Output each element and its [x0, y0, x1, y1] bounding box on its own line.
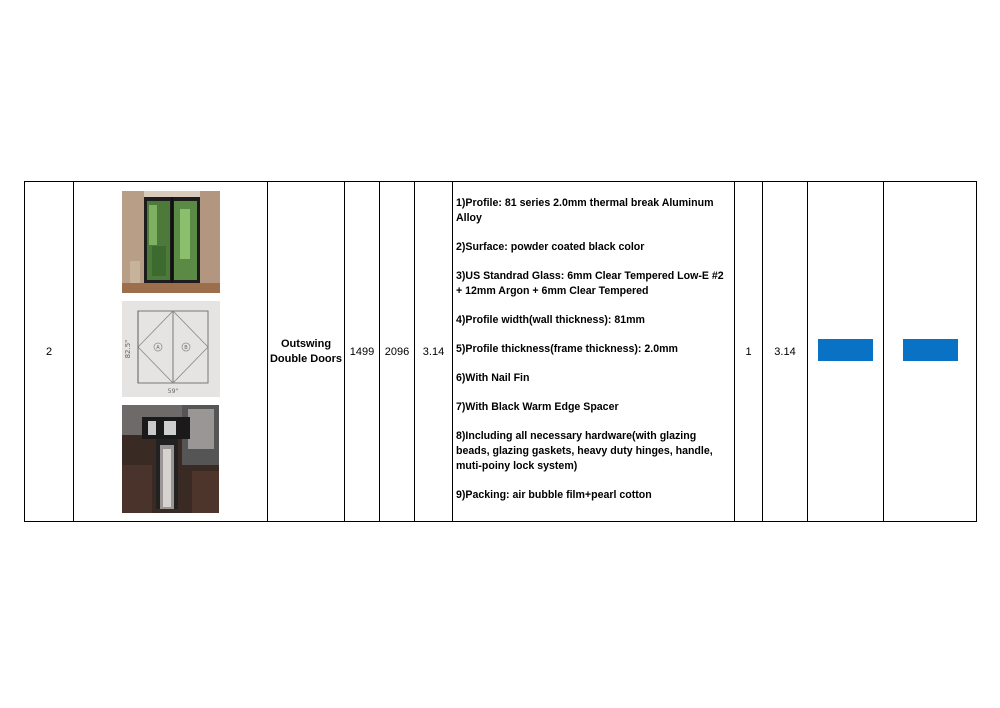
total-price-fill [903, 339, 958, 361]
profile-section-photo [122, 405, 219, 513]
spec-line-9: 9)Packing: air bubble film+pearl cotton [456, 489, 652, 501]
spec-line-6: 6)With Nail Fin [456, 372, 530, 384]
product-name-cell [268, 182, 345, 522]
item-number-cell [25, 182, 74, 522]
spec-line-5: 5)Profile thickness(frame thickness): 2.0mm [456, 343, 678, 355]
total-area-cell [763, 182, 808, 522]
sketch-height-label: 82.5" [123, 339, 132, 358]
total-price-cell [884, 182, 977, 522]
unit-price-cell [808, 182, 884, 522]
door-sketch [122, 301, 220, 397]
spec-line-4: 4)Profile width(wall thickness): 81mm [456, 314, 645, 326]
product-name-line-2: Double Doors [269, 352, 343, 365]
spec-line-7: 7)With Black Warm Edge Spacer [456, 401, 619, 413]
sketch-width-label: 59" [167, 387, 178, 395]
height-cell [380, 182, 415, 522]
images-cell [74, 182, 268, 522]
quantity-cell [735, 182, 763, 522]
sketch-label-a: A [155, 344, 160, 351]
item-number: 2 [45, 345, 53, 358]
width-value: 1499 [349, 345, 375, 358]
quote-table [24, 181, 977, 522]
product-name-line-1: Outswing [280, 337, 332, 350]
table-row [25, 182, 977, 522]
unit-price-fill [818, 339, 873, 361]
spec-line-1: 1)Profile: 81 series 2.0mm thermal break Aluminum Alloy [456, 197, 714, 224]
spec-line-3: 3)US Standrad Glass: 6mm Clear Tempered Low-E #2 + 12mm Argon + 6mm Clear Tempered [456, 270, 724, 297]
spec-line-8: 8)Including all necessary hardware(with glazing beads, glazing gaskets, heavy duty hinges, handle, muti-poiny lock system) [456, 430, 713, 472]
height-value: 2096 [384, 345, 410, 358]
area-cell [415, 182, 453, 522]
width-cell [345, 182, 380, 522]
quantity-value: 1 [745, 345, 752, 358]
total-area-value: 3.14 [774, 345, 796, 358]
spec-line-2: 2)Surface: powder coated black color [456, 241, 645, 253]
specification-cell [453, 182, 735, 522]
area-value: 3.14 [422, 345, 445, 358]
sketch-label-b: B [183, 344, 188, 351]
door-photo [122, 191, 220, 293]
